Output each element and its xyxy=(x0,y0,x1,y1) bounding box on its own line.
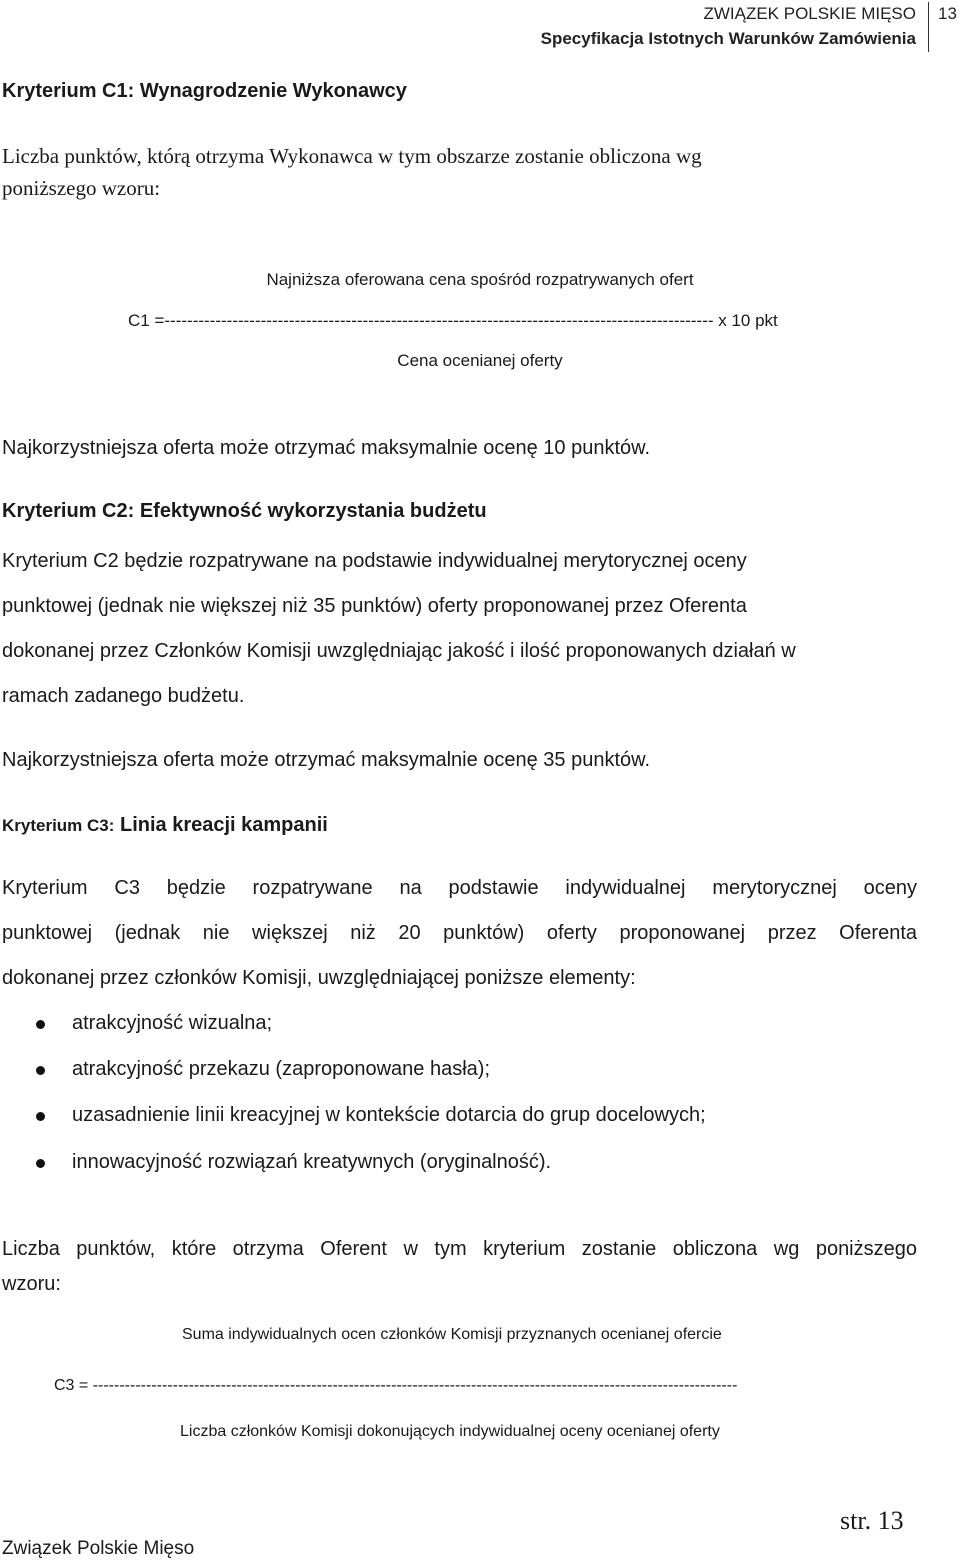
c2-heading: Kryterium C2: Efektywność wykorzystania budżetu xyxy=(2,500,487,522)
header-document-title: Specyfikacja Istotnych Warunków Zamówienia xyxy=(540,29,916,48)
c3-line2: punktowej (jednak nie większej niż 20 punktów) oferty proponowanej przez Oferenta xyxy=(2,922,917,944)
bullet-icon xyxy=(36,1159,45,1168)
header-organization: ZWIĄZEK POLSKIE MIĘSO xyxy=(703,4,916,23)
c3-formula-numerator: Suma indywidualnych ocen członków Komisji przyznanych ocenianej ofercie xyxy=(182,1326,722,1343)
header-page-number: 13 xyxy=(938,4,957,23)
bullet-icon xyxy=(36,1112,45,1121)
c1-formula-numerator: Najniższa oferowana cena spośród rozpatrywanych ofert xyxy=(266,270,694,289)
c2-line2: punktowej (jednak nie większej niż 35 punktów) oferty proponowanej przez Oferenta xyxy=(2,595,747,617)
c1-formula-denominator: Cena ocenianej oferty xyxy=(397,351,563,370)
c1-max-score: Najkorzystniejsza oferta może otrzymać maksymalnie ocenę 10 punktów. xyxy=(2,437,651,459)
c3-formula-denominator: Liczba członków Komisji dokonujących indywidualnej oceny ocenianej oferty xyxy=(180,1423,720,1440)
footer-organization: Związek Polskie Mięso xyxy=(2,1538,195,1559)
c3-list-item: atrakcyjność wizualna; xyxy=(72,1012,273,1034)
c3-heading xyxy=(2,814,328,837)
c2-line4: ramach zadanego budżetu. xyxy=(2,685,245,707)
bullet-icon xyxy=(36,1020,45,1029)
c1-formula-line: C1 =------------------------------------------------------------------------------------------------- x 10 pkt xyxy=(128,311,778,330)
c3-formula-line: C3 = ------------------------------------------------------------------------------------------------------------------------- xyxy=(54,1377,738,1394)
c3-line1: Kryterium C3 będzie rozpatrywane na podstawie indywidualnej merytorycznej oceny xyxy=(2,877,917,899)
c1-intro-line2: poniższego wzoru: xyxy=(2,176,161,200)
header-divider xyxy=(928,2,929,52)
c3-list-item: uzasadnienie linii kreacyjnej w kontekście dotarcia do grup docelowych; xyxy=(72,1104,706,1126)
c1-intro-line1: Liczba punktów, którą otrzyma Wykonawca w tym obszarze zostanie obliczona wg xyxy=(2,144,702,168)
c2-max-score: Najkorzystniejsza oferta może otrzymać maksymalnie ocenę 35 punktów. xyxy=(2,749,651,771)
c2-line1: Kryterium C2 będzie rozpatrywane na podstawie indywidualnej merytorycznej oceny xyxy=(2,550,747,572)
c3-formula-intro-line2: wzoru: xyxy=(2,1273,61,1295)
c3-line3: dokonanej przez członków Komisji, uwzględniającej poniższe elementy: xyxy=(2,967,636,989)
bullet-icon xyxy=(36,1066,45,1075)
footer-page-label: str. 13 xyxy=(840,1506,904,1535)
c3-formula-intro-line1: Liczba punktów, które otrzyma Oferent w tym kryterium zostanie obliczona wg poniższego xyxy=(2,1238,917,1260)
c3-list-item: atrakcyjność przekazu (zaproponowane hasła); xyxy=(72,1058,490,1080)
c2-line3: dokonanej przez Członków Komisji uwzględniając jakość i ilość proponowanych działań w xyxy=(2,640,796,662)
c3-heading-prefix: Kryterium C3: xyxy=(2,816,115,835)
c3-list-item: innowacyjność rozwiązań kreatywnych (oryginalność). xyxy=(72,1151,552,1173)
c3-heading-title: Linia kreacji kampanii xyxy=(114,814,328,836)
c1-heading: Kryterium C1: Wynagrodzenie Wykonawcy xyxy=(2,80,407,102)
